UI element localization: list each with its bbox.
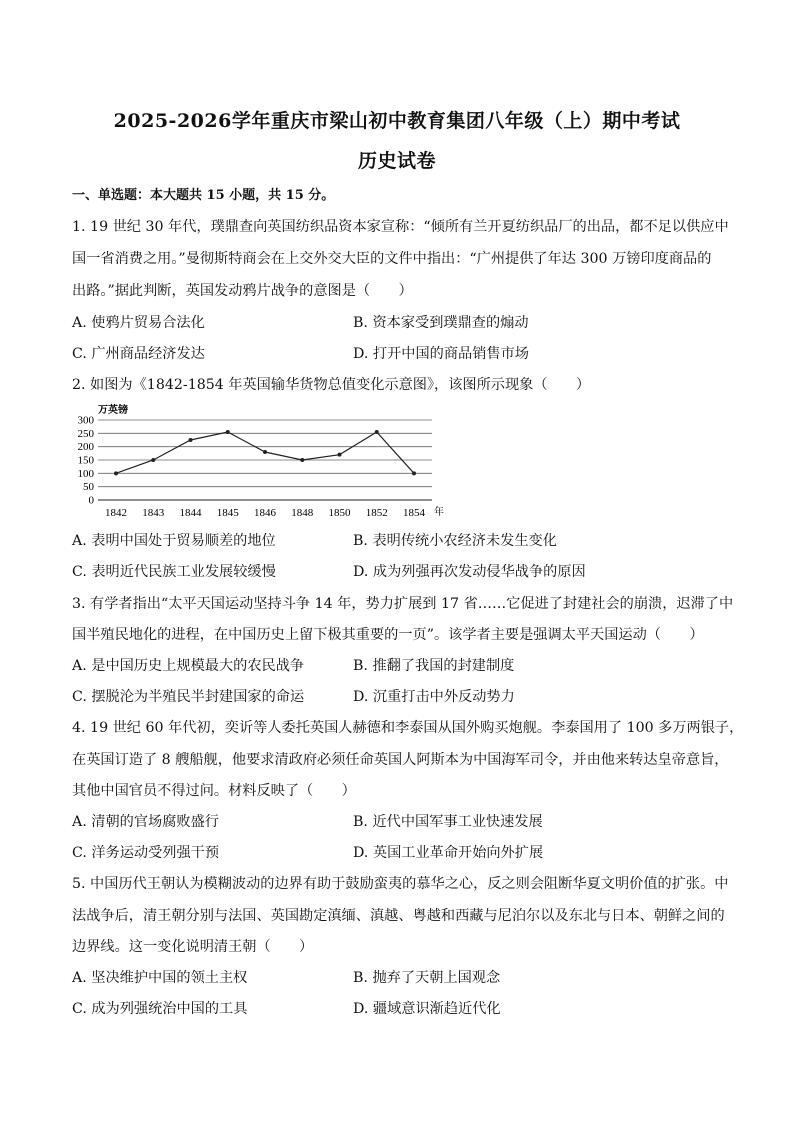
q5-option-a: A. 坚决维护中国的领土主权 xyxy=(72,970,248,986)
q5-option-c: C. 成为列强统治中国的工具 xyxy=(72,1001,248,1017)
exam-subtitle: 历史试卷 xyxy=(357,150,436,172)
chart-x-tick-label: 1845 xyxy=(216,507,239,519)
chart-x-tick-label: 1843 xyxy=(142,507,165,519)
trade-value-chart xyxy=(72,396,452,522)
chart-x-tick-label: 1846 xyxy=(254,507,276,519)
q4-line-1: 4. 19 世纪 60 年代初，奕䜣等人委托英国人赫德和李泰国从国外购买炮舰。李泰国用了 100 多万两银子， xyxy=(72,720,744,736)
section-heading: 一、单选题：本大题共 15 小题，共 15 分。 xyxy=(72,188,335,203)
exam-title: 2025-2026学年重庆市梁山初中教育集团八年级（上）期中考试 xyxy=(113,110,681,132)
chart-x-tick-label: 1852 xyxy=(365,507,388,519)
q1-option-b: B. 资本家受到璞鼎查的煽动 xyxy=(353,315,529,331)
q1-line-2: 国一省消费之用。”曼彻斯特商会在上交外交大臣的文件中指出：“广州提供了年达 300 万镑印度商品的 xyxy=(72,251,712,267)
q1-option-c: C. 广州商品经济发达 xyxy=(72,346,205,362)
q1-option-a: A. 使鸦片贸易合法化 xyxy=(72,315,205,331)
chart-y-tick-label: 200 xyxy=(77,441,94,454)
chart-y-tick-label: 50 xyxy=(83,481,94,494)
chart-y-tick-label: 250 xyxy=(77,427,94,440)
q3-option-a: A. 是中国历史上规模最大的农民战争 xyxy=(72,658,305,674)
q3-option-d: D. 沉重打击中外反动势力 xyxy=(353,689,515,705)
q2-line-1: 2. 如图为《1842-1854 年英国输华货物总值变化示意图》，该图所示现象（ ） xyxy=(72,377,591,393)
q4-option-d: D. 英国工业革命开始向外扩展 xyxy=(353,845,544,861)
q2-option-a: A. 表明中国处于贸易顺差的地位 xyxy=(72,533,276,549)
q5-line-3: 边界线。这一变化说明清王朝（ ） xyxy=(72,939,314,955)
q4-line-2: 在英国订造了 8 艘船舰，他要求清政府必须任命英国人阿斯本为中国海军司令，并由他来转达皇帝意旨， xyxy=(72,752,729,768)
q2-option-b: B. 表明传统小农经济未发生变化 xyxy=(353,533,557,549)
q1-line-3: 出路。”据此判断，英国发动鸦片战争的意图是（ ） xyxy=(72,283,413,299)
chart-xlabel: 年 xyxy=(434,507,444,518)
chart-y-tick-label: 150 xyxy=(77,454,94,467)
chart-x-tick-label: 1842 xyxy=(105,507,127,519)
chart-data-point xyxy=(114,471,118,475)
q4-option-c: C. 洋务运动受列强干预 xyxy=(72,845,220,861)
q2-option-c: C. 表明近代民族工业发展较缓慢 xyxy=(72,564,276,580)
chart-data-point xyxy=(412,471,416,475)
q3-line-1: 3. 有学者指出“太平天国运动坚持斗争 14 年，势力扩展到 17 省……它促进了封建社会的崩溃，迟滞了中 xyxy=(72,596,734,612)
chart-y-tick-label: 0 xyxy=(88,494,94,507)
q4-option-b: B. 近代中国军事工业快速发展 xyxy=(353,814,543,830)
q1-line-1: 1. 19 世纪 30 年代，璞鼎查向英国纺织品资本家宣称：“倾所有兰开夏纺织品厂的出品，都不足以供应中 xyxy=(72,219,729,235)
chart-x-tick-label: 1850 xyxy=(328,507,351,519)
chart-y-tick-label: 300 xyxy=(77,414,94,427)
q3-option-c: C. 摆脱沦为半殖民半封建国家的命运 xyxy=(72,689,305,705)
q4-option-a: A. 清朝的官场腐败盛行 xyxy=(72,814,219,830)
chart-x-tick-label: 1854 xyxy=(403,507,425,519)
q5-option-b: B. 抛弃了天朝上国观念 xyxy=(353,970,501,986)
q5-line-1: 5. 中国历代王朝认为模糊波动的边界有助于鼓励蛮夷的慕华之心，反之则会阻断华夏文明价值的扩张。中 xyxy=(72,876,729,892)
q4-line-3: 其他中国官员不得过问。材料反映了（ ） xyxy=(72,783,356,799)
chart-data-point xyxy=(263,450,267,454)
q5-option-d: D. 疆域意识渐趋近代化 xyxy=(353,1001,501,1017)
chart-data-point xyxy=(151,458,155,462)
chart-y-tick-label: 100 xyxy=(77,467,94,480)
q2-option-d: D. 成为列强再次发动侵华战争的原因 xyxy=(353,564,586,580)
q5-line-2: 法战争后，清王朝分别与法国、英国勘定滇缅、滇越、粤越和西藏与尼泊尔以及东北与日本、朝鲜之间的 xyxy=(72,908,725,924)
chart-data-point xyxy=(189,438,193,442)
q3-option-b: B. 推翻了我国的封建制度 xyxy=(353,658,515,674)
q3-line-2: 国半殖民地化的进程，在中国历史上留下极其重要的一页”。该学者主要是强调太平天国运动（ ） xyxy=(72,627,704,643)
chart-x-tick-label: 1844 xyxy=(179,507,202,519)
chart-x-tick-label: 1848 xyxy=(291,507,314,519)
chart-data-point xyxy=(300,458,304,462)
chart-data-point xyxy=(226,430,230,434)
chart-data-point xyxy=(338,453,342,457)
chart-data-point xyxy=(375,430,379,434)
chart-ylabel: 万英镑 xyxy=(98,405,128,416)
q1-option-d: D. 打开中国的商品销售市场 xyxy=(353,346,529,362)
